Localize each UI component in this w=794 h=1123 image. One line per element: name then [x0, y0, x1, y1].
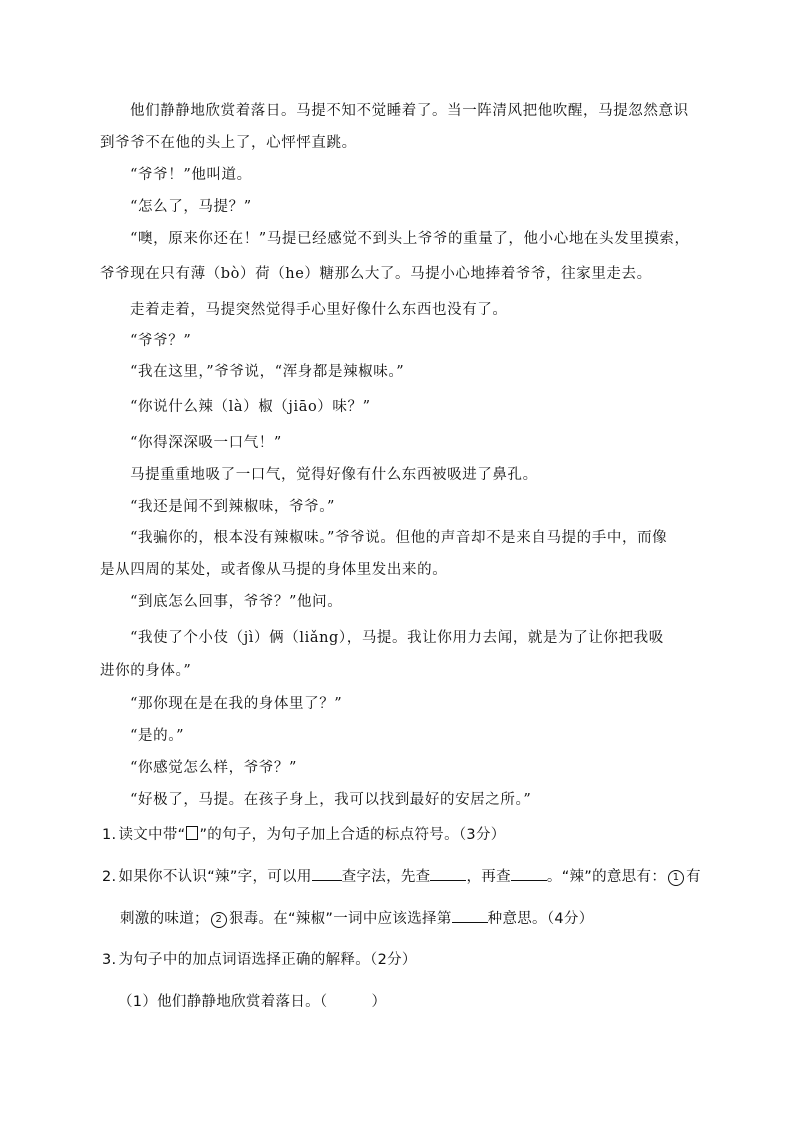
question-2-text-a: 如果你不认识“辣”字，可以用	[118, 869, 312, 885]
story-line-3: “爷爷！”他叫道。	[130, 167, 252, 183]
story-line-8: “爷爷？”	[130, 333, 192, 349]
question-3-number: 3.	[102, 952, 117, 968]
story-line-17: “我使了个小伎（jì）俩（liǎng），马提。我让你用力去闻，就是为了让你把我吸	[130, 630, 664, 646]
question-2-text-b: 查字法，先查	[341, 869, 431, 885]
question-3-item-1-close: ）	[371, 994, 387, 1010]
question-2-text-e: 有	[686, 869, 701, 885]
question-2-text-f: 刺激的味道；	[120, 911, 209, 927]
question-2-text-g: 狠毒。在“辣椒”一词中应该选择第	[228, 911, 452, 927]
question-1	[102, 825, 506, 845]
story-line-18: 进你的身体。”	[100, 663, 192, 679]
story-line-5: “噢，原来你还在！”马提已经感觉不到头上爷爷的重量了，他小心地在头发里摸索，	[130, 231, 690, 247]
story-line-21: “你感觉怎么样，爷爷？”	[130, 760, 298, 776]
story-line-22: “好极了，马提。在孩子身上，我可以找到最好的安居之所。”	[130, 792, 532, 808]
circled-number-1: 1	[668, 870, 684, 886]
question-3	[102, 950, 417, 970]
question-1-text-post: ”的句子，为句子加上合适的标点符号。（3分）	[199, 827, 506, 843]
story-line-7: 走着走着，马提突然觉得手心里好像什么东西也没有了。	[130, 302, 508, 318]
story-line-2: 到爷爷不在他的头上了，心怦怦直跳。	[100, 135, 357, 151]
story-line-16: “到底怎么回事，爷爷？”他问。	[130, 594, 343, 610]
story-line-15: 是从四周的某处，或者像从马提的身体里发出来的。	[100, 562, 448, 578]
answer-blank-second[interactable]	[511, 866, 547, 881]
answer-blank-first[interactable]	[430, 866, 466, 881]
story-line-11: “你得深深吸一口气！”	[130, 435, 282, 451]
question-1-text-pre: 读文中带“	[118, 827, 186, 843]
question-3-text: 为句子中的加点词语选择正确的解释。（2分）	[118, 952, 417, 968]
question-2-continued	[120, 908, 594, 929]
answer-blank-meaning[interactable]	[452, 908, 488, 923]
question-1-number: 1.	[102, 827, 117, 843]
story-line-10: “你说什么辣（là）椒（jiāo）味？”	[130, 399, 371, 415]
answer-blank-method[interactable]	[312, 866, 342, 881]
story-line-20: “是的。”	[130, 728, 185, 744]
question-2-number: 2.	[102, 869, 117, 885]
square-box-icon	[186, 826, 198, 840]
story-line-13: “我还是闻不到辣椒味，爷爷。”	[130, 499, 336, 515]
story-line-9: “我在这里，”爷爷说，“浑身都是辣椒味。”	[130, 364, 405, 380]
story-line-1: 他们静静地欣赏着落日。马提不知不觉睡着了。当一阵清风把他吹醒，马提忽然意识	[130, 103, 689, 119]
story-line-19: “那你现在是在我的身体里了？”	[130, 696, 343, 712]
question-2-text-c: ，再查	[466, 869, 511, 885]
question-2-text-h: 种意思。（4分）	[487, 911, 594, 927]
circled-number-2: 2	[211, 912, 227, 928]
question-3-item-1-text: （1）他们静静地欣赏着落日。（	[118, 994, 328, 1010]
story-line-4: “怎么了，马提？”	[130, 199, 252, 215]
story-line-6: 爷爷现在只有薄（bò）荷（he）糖那么大了。马提小心地捧着爷爷，往家里走去。	[100, 266, 652, 282]
question-2	[102, 866, 701, 887]
story-line-12: 马提重重地吸了一口气，觉得好像有什么东西被吸进了鼻孔。	[130, 467, 538, 483]
question-3-item-1	[118, 992, 386, 1012]
question-2-text-d: 。“辣”的意思有：	[546, 869, 667, 885]
story-line-14: “我骗你的，根本没有辣椒味。”爷爷说。但他的声音却不是来自马提的手中，而像	[130, 530, 668, 546]
